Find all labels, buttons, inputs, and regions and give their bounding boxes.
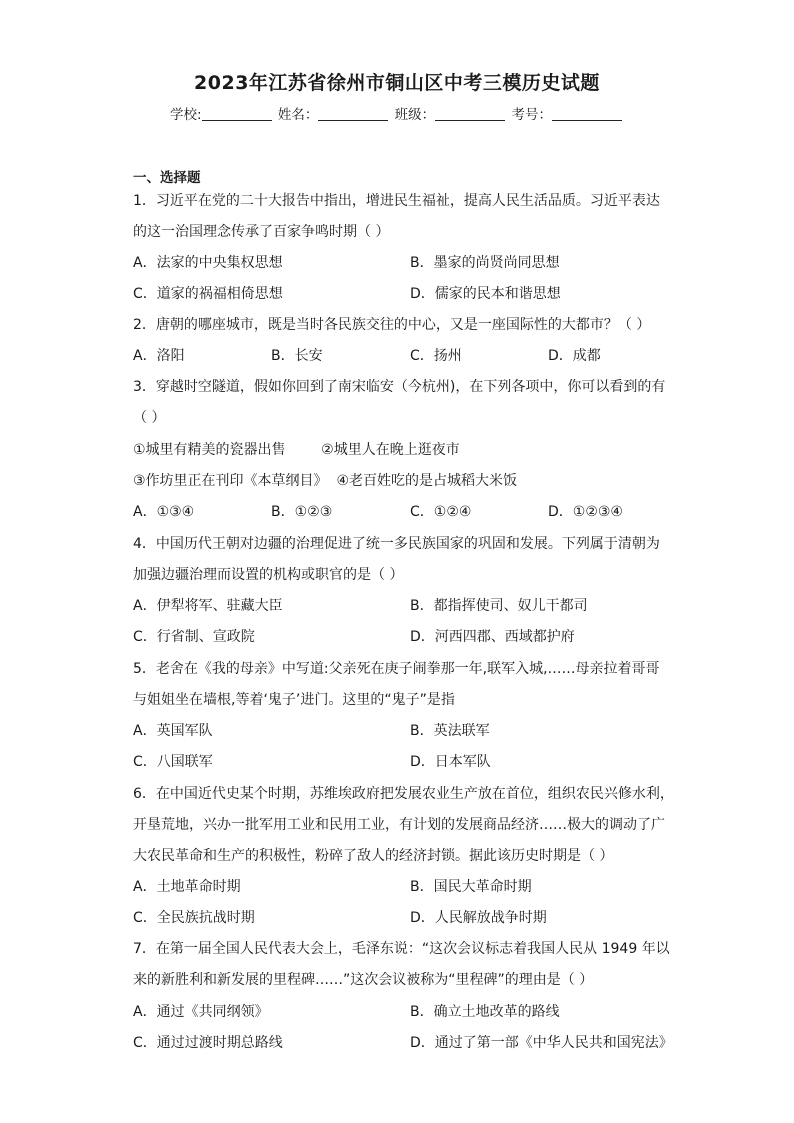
question-5-line-1: 5．老舍在《我的母亲》中写道:父亲死在庚子闹拳那一年,联军入城,……母亲拉着哥哥 [133, 661, 660, 677]
question-3-option-c: C．①②④ [410, 504, 472, 520]
question-3-option-a: A．①③④ [133, 504, 195, 520]
name-label: 姓名： [277, 107, 319, 123]
question-2-option-a: A．洛阳 [133, 348, 185, 364]
question-1-option-b: B．墨家的尚贤尚同思想 [410, 255, 560, 271]
question-4-line-1: 4．中国历代王朝对边疆的治理促进了统一多民族国家的巩固和发展。下列属于清朝为 [133, 536, 660, 552]
question-2-option-d: D．成都 [548, 348, 601, 364]
question-3-line-4: ③作坊里正在刊印《本草纲目》 ④老百姓吃的是占城稻大米饭 [133, 473, 518, 489]
page-title: 2023年江苏省徐州市铜山区中考三模历史试题 [194, 72, 600, 94]
question-7-option-a: A．通过《共同纲领》 [133, 1004, 269, 1020]
question-6-option-d: D．人民解放战争时期 [410, 910, 547, 926]
question-4-option-a: A．伊犁将军、驻藏大臣 [133, 598, 283, 614]
question-3-option-b: B．①②③ [271, 504, 333, 520]
class-label: 班级： [394, 107, 436, 123]
question-4-option-b: B．都指挥使司、奴儿干都司 [410, 598, 588, 614]
question-6-option-c: C．全民族抗战时期 [133, 910, 255, 926]
question-6-option-b: B．国民大革命时期 [410, 879, 532, 895]
question-1-option-a: A．法家的中央集权思想 [133, 255, 283, 271]
question-4-option-c: C．行省制、宣政院 [133, 629, 255, 645]
question-4-option-d: D．河西四郡、西域都护府 [410, 629, 575, 645]
question-1-option-d: D．儒家的民本和谐思想 [410, 286, 561, 302]
question-3-option-d: D．①②③④ [548, 504, 623, 520]
name-blank [318, 106, 388, 121]
question-7-option-c: C．通过过渡时期总路线 [133, 1035, 283, 1051]
exam-no-blank [552, 106, 622, 121]
question-3-line-2: （ ） [133, 410, 166, 426]
question-5-option-c: C．八国联军 [133, 754, 213, 770]
question-7-option-d: D．通过了第一部《中华人民共和国宪法》 [410, 1035, 673, 1051]
section-heading: 一、选择题 [133, 170, 201, 186]
question-5-line-2: 与姐姐坐在墙根,等着‘鬼子’进门。这里的“鬼子”是指 [133, 692, 455, 708]
question-1-option-c: C．道家的祸福相倚思想 [133, 286, 283, 302]
question-5-option-b: B．英法联军 [410, 723, 490, 739]
question-5-option-d: D．日本军队 [410, 754, 491, 770]
student-info-line [0, 103, 794, 123]
exam-no-label: 考号： [511, 107, 552, 123]
question-3-line-3: ①城里有精美的瓷器出售 ②城里人在晚上逛夜市 [133, 442, 460, 458]
question-7-line-2: 来的新胜利和新发展的里程碑……”这次会议被称为“里程碑”的理由是（ ） [133, 972, 594, 988]
question-4-line-2: 加强边疆治理而设置的机构或职官的是（ ） [133, 567, 404, 583]
question-7-option-b: B．确立土地改革的路线 [410, 1004, 560, 1020]
question-6-option-a: A．土地革命时期 [133, 879, 241, 895]
question-6-line-3: 大农民革命和生产的积极性，粉碎了敌人的经济封锁。据此该历史时期是（ ） [133, 848, 614, 864]
question-6-line-2: 开垦荒地，兴办一批军用工业和民用工业，有计划的发展商品经济……极大的调动了广 [133, 817, 665, 833]
question-2-line-1: 2．唐朝的哪座城市，既是当时各民族交往的中心，又是一座国际性的大都市？（ ） [133, 317, 651, 333]
question-3-line-1: 3．穿越时空隧道，假如你回到了南宋临安（今杭州)，在下列各项中，你可以看到的有 [133, 379, 666, 395]
question-7-line-1: 7．在第一届全国人民代表大会上，毛泽东说：“这次会议标志着我国人民从 1949 年以 [133, 941, 670, 957]
school-blank [202, 106, 272, 121]
question-1-line-2: 的这一治国理念传承了百家争鸣时期（ ） [133, 224, 390, 240]
question-2-option-b: B．长安 [271, 348, 323, 364]
school-label: 学校: [170, 107, 202, 123]
question-6-line-1: 6．在中国近代史某个时期，苏维埃政府把发展农业生产放在首位，组织农民兴修水利， [133, 786, 674, 802]
question-5-option-a: A．英国军队 [133, 723, 213, 739]
question-1-line-1: 1．习近平在党的二十大报告中指出，增进民生福祉，提高人民生活品质。习近平表达 [133, 193, 660, 209]
class-blank [435, 106, 505, 121]
question-2-option-c: C．扬州 [410, 348, 462, 364]
